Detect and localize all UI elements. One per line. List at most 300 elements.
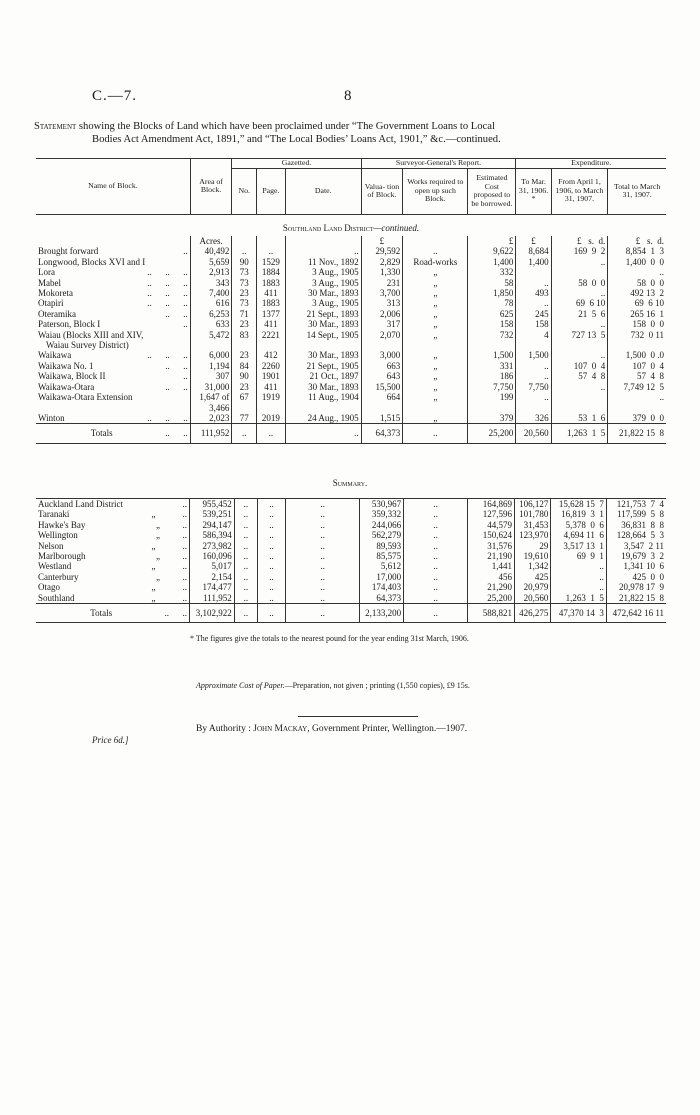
empty-works: ..	[404, 551, 468, 561]
from-april-cell: 47,370 14 3	[551, 604, 606, 623]
row-name	[36, 604, 189, 623]
to-mar-cell	[516, 267, 551, 277]
area-cell	[190, 257, 232, 267]
leader-dots: „ ..	[155, 571, 187, 582]
empty-date: ..	[285, 561, 360, 571]
total-cell: 19,679 3 2	[606, 551, 666, 561]
block-name: Wellington	[38, 530, 78, 541]
gazette-page: 1529	[256, 257, 285, 267]
empty-date: ..	[285, 520, 360, 530]
to-mar-cell: 31,453	[514, 520, 550, 530]
gazette-page: ..	[256, 424, 285, 443]
total-cell: 158 0 0	[608, 319, 666, 329]
gazette-page: 412	[256, 350, 285, 360]
row-name	[36, 551, 189, 561]
cost-note	[196, 681, 470, 690]
empty-no: ..	[234, 572, 257, 582]
leader-dots: „ ..	[151, 509, 187, 520]
area-cell	[190, 319, 232, 329]
leader-dots: .. ..	[165, 308, 188, 319]
valuation-cell: 174,403	[360, 582, 404, 592]
table-row	[36, 278, 666, 288]
leader-dots: .. .. ..	[147, 288, 188, 299]
total-cell: 472,642 16 11	[606, 604, 666, 623]
area-cell	[190, 413, 232, 424]
row-name	[36, 246, 190, 256]
block-name: Mabel	[38, 277, 61, 288]
gazette-page: ..	[256, 246, 285, 256]
estimated-cell: 379	[468, 413, 516, 424]
title-line-2: Bodies Act Amendment Act, 1891,” and “The Local Bodies’ Loans Act, 1901,” &c.—continued.	[92, 134, 501, 145]
row-name	[36, 330, 190, 351]
estimated-cell: 456	[468, 572, 515, 582]
gazette-no: 73	[232, 298, 257, 308]
area-value: 2,023	[209, 412, 230, 423]
from-april-cell: 21 5 6	[551, 309, 608, 319]
to-mar-cell: 101,780	[514, 509, 550, 519]
header-to-mar: To Mar. 31, 1906. *	[516, 168, 551, 214]
to-mar-cell: 493	[516, 288, 551, 298]
from-april-cell: ..	[551, 561, 606, 571]
area-cell: 174,477	[189, 582, 234, 592]
works-cell: „	[403, 278, 468, 288]
block-name: Totals	[90, 608, 113, 619]
block-name: Hawke's Bay	[38, 519, 86, 530]
estimated-cell: 625	[468, 309, 516, 319]
table-row	[36, 257, 666, 267]
from-april-cell: ..	[551, 350, 608, 360]
block-name: Longwood, Blocks XVI and I	[38, 256, 146, 267]
area-cell	[190, 382, 232, 392]
to-mar-cell: ..	[516, 361, 551, 371]
gazette-date: 21 Sept., 1893	[285, 309, 361, 319]
empty-no: ..	[234, 582, 257, 592]
empty-date: ..	[285, 499, 360, 510]
empty-works: ..	[404, 499, 468, 510]
estimated-cell: 150,624	[468, 530, 515, 540]
gazette-no: 77	[232, 413, 257, 424]
to-mar-cell: ..	[516, 371, 551, 381]
gazette-date: 30 Mar., 1893	[285, 350, 361, 360]
works-cell: „	[403, 361, 468, 371]
empty-page: ..	[258, 530, 286, 540]
empty-page: ..	[258, 561, 286, 571]
block-name: Mokoreta	[38, 288, 73, 299]
table-row	[36, 382, 666, 392]
area-cell	[190, 330, 232, 351]
gazette-date: 11 Nov., 1892	[285, 257, 361, 267]
valuation-cell: 2,133,200	[360, 604, 404, 623]
area-value: 1,194	[209, 360, 230, 371]
footnote: * The figures give the totals to the nearest pound for the year ending 31st March, 1906.	[190, 634, 469, 643]
total-cell: 3,547 2 11	[606, 541, 666, 551]
valuation-cell: 2,829	[361, 257, 403, 267]
block-name: Lora	[38, 267, 55, 278]
area-value: 1,647 of	[199, 392, 230, 403]
from-april-cell: 1,263 1 5	[551, 593, 606, 604]
to-mar-cell: ..	[516, 278, 551, 288]
works-cell: „	[403, 267, 468, 277]
area-cell: 273,982	[189, 541, 234, 551]
empty-no: ..	[234, 593, 257, 604]
empty-no: ..	[234, 541, 257, 551]
area-cell	[190, 246, 232, 256]
block-name: Marlborough	[38, 551, 86, 562]
printer-name: John Mackay	[253, 724, 308, 734]
gazette-date: 3 Aug., 1905	[285, 278, 361, 288]
block-name: Paterson, Block I	[38, 319, 101, 330]
from-april-cell: ..	[551, 257, 608, 267]
gazette-date: 21 Oct., 1897	[285, 371, 361, 381]
summary-row	[36, 561, 666, 571]
leader-dots: „ ..	[151, 540, 187, 551]
total-cell: 21,822 15 8	[606, 593, 666, 604]
works-cell: ..	[403, 246, 468, 256]
gazette-no: 23	[232, 382, 257, 392]
area-value: 633	[215, 319, 230, 330]
to-mar-cell: 8,684	[516, 246, 551, 256]
empty-no: ..	[234, 520, 257, 530]
valuation-cell: 663	[361, 361, 403, 371]
works-cell: „	[403, 350, 468, 360]
unit-to-mar: £	[516, 236, 551, 246]
empty-works: ..	[404, 509, 468, 519]
header-gazetted: Gazetted.	[232, 159, 361, 169]
from-april-cell	[551, 392, 608, 413]
works-cell: „	[403, 382, 468, 392]
header-expenditure: Expenditure.	[516, 159, 666, 169]
header-estimated: Estimated Cost proposed to be borrowed.	[468, 168, 516, 214]
total-cell: 492 13 2	[608, 288, 666, 298]
estimated-cell: 158	[468, 319, 516, 329]
from-april-cell: 107 0 4	[551, 361, 608, 371]
blocks-table	[36, 158, 666, 444]
works-cell: „	[403, 413, 468, 424]
empty-page: ..	[258, 551, 286, 561]
valuation-cell: 85,575	[360, 551, 404, 561]
empty-works: ..	[404, 572, 468, 582]
gazette-no: 83	[232, 330, 257, 351]
from-april-cell: 53 1 6	[551, 413, 608, 424]
statement-title	[34, 120, 674, 146]
area-cell	[190, 288, 232, 298]
valuation-cell: 231	[361, 278, 403, 288]
row-name	[36, 392, 190, 413]
to-mar-cell: 19,610	[514, 551, 550, 561]
section-suffix: —continued.	[373, 222, 420, 233]
summary-row	[36, 593, 666, 604]
area-value: 6,000	[209, 350, 230, 361]
leader-dots: .. ..	[164, 608, 187, 619]
works-cell: „	[403, 319, 468, 329]
area-cell	[190, 392, 232, 413]
leader-dots: .. .. ..	[147, 350, 188, 361]
block-name: Brought forward	[38, 246, 99, 257]
total-cell: 1,500 0 .0	[608, 350, 666, 360]
area-cell	[190, 309, 232, 319]
estimated-cell: 78	[468, 298, 516, 308]
summary-totals-row	[36, 604, 666, 623]
estimated-cell: 1,500	[468, 350, 516, 360]
valuation-cell: 562,279	[360, 530, 404, 540]
row-name	[36, 530, 189, 540]
works-cell: „	[403, 309, 468, 319]
leader-dots: ..	[183, 246, 188, 257]
empty-works: ..	[404, 604, 468, 623]
area-cell	[190, 361, 232, 371]
from-april-cell: 4,694 11 6	[551, 530, 606, 540]
area-value: 7,400	[209, 288, 230, 299]
row-name	[36, 413, 190, 424]
row-name	[36, 319, 190, 329]
leader-dots: „ ..	[151, 592, 187, 603]
estimated-cell: 332	[468, 267, 516, 277]
area-cell	[190, 424, 232, 443]
area-cell: 539,251	[189, 509, 234, 519]
empty-date: ..	[285, 604, 360, 623]
table-row	[36, 298, 666, 308]
valuation-cell: 1,515	[361, 413, 403, 424]
to-mar-cell: 106,127	[514, 499, 550, 510]
leader-dots: .. .. ..	[147, 277, 188, 288]
area-cell	[190, 350, 232, 360]
empty-no: ..	[234, 499, 257, 510]
works-cell: ..	[403, 424, 468, 443]
document-code: C.—7.	[92, 88, 138, 104]
empty-page: ..	[258, 520, 286, 530]
from-april-cell: 169 9 2	[551, 246, 608, 256]
empty-no: ..	[234, 530, 257, 540]
empty-no: ..	[234, 604, 257, 623]
row-name	[36, 520, 189, 530]
leader-dots: „ ..	[151, 582, 187, 593]
empty-works: ..	[404, 582, 468, 592]
area-cell: 160,096	[189, 551, 234, 561]
gazette-date: ..	[285, 424, 361, 443]
header-name: Name of Block.	[36, 159, 190, 215]
total-cell: 425 0 0	[606, 572, 666, 582]
gazette-no: 73	[232, 278, 257, 288]
area-value-total: 3,466	[209, 402, 230, 413]
from-april-cell	[551, 267, 608, 277]
leader-dots: „ ..	[155, 519, 187, 530]
gazette-page: 1884	[256, 267, 285, 277]
estimated-cell: 31,576	[468, 541, 515, 551]
block-name: Nelson	[38, 540, 64, 551]
block-name: Waikawa-Otara Extension	[38, 392, 133, 403]
valuation-cell: 29,592	[361, 246, 403, 256]
leader-dots: ..	[183, 319, 188, 330]
units-row	[36, 236, 666, 246]
block-name: Waikawa No. 1	[38, 360, 94, 371]
total-cell: 7,749 12 5	[608, 382, 666, 392]
area-cell: 955,452	[189, 499, 234, 510]
table-row	[36, 319, 666, 329]
row-name	[36, 361, 190, 371]
empty-works: ..	[404, 593, 468, 604]
estimated-cell: 1,850	[468, 288, 516, 298]
estimated-cell: 186	[468, 371, 516, 381]
summary-row	[36, 530, 666, 540]
area-cell: 5,017	[189, 561, 234, 571]
from-april-cell: 58 0 0	[551, 278, 608, 288]
valuation-cell: 317	[361, 319, 403, 329]
gazette-no: ..	[232, 246, 257, 256]
gazette-date: 14 Sept., 1905	[285, 330, 361, 351]
header-no: No.	[232, 168, 257, 214]
area-value: 307	[215, 371, 230, 382]
estimated-cell: 21,190	[468, 551, 515, 561]
gazette-page: 1883	[256, 298, 285, 308]
block-name: Waiau (Blocks XIII and XIV,	[38, 329, 144, 340]
table-row	[36, 288, 666, 298]
area-cell: 3,102,922	[189, 604, 234, 623]
works-cell: „	[403, 288, 468, 298]
valuation-cell: 15,500	[361, 382, 403, 392]
row-name	[36, 424, 190, 443]
valuation-cell: 5,612	[360, 561, 404, 571]
gazette-no: 67	[232, 392, 257, 413]
authority-prefix: By Authority :	[196, 724, 254, 734]
empty-date: ..	[285, 530, 360, 540]
unit-estimated: £	[468, 236, 516, 246]
row-name	[36, 509, 189, 519]
table-row	[36, 267, 666, 277]
total-cell: 1,400 0 0	[608, 257, 666, 267]
area-value: 2,913	[209, 267, 230, 278]
estimated-cell: 588,821	[468, 604, 515, 623]
gazette-page: 2221	[256, 330, 285, 351]
gazette-date: 30 Mar., 1893	[285, 319, 361, 329]
from-april-cell: 69 6 10	[551, 298, 608, 308]
from-april-cell: 57 4 8	[551, 371, 608, 381]
valuation-cell: 530,967	[360, 499, 404, 510]
to-mar-cell: ..	[516, 298, 551, 308]
gazette-page: 411	[256, 319, 285, 329]
leader-dots: .. ..	[165, 381, 188, 392]
row-name	[36, 572, 189, 582]
total-cell: 379 0 0	[608, 413, 666, 424]
area-cell: 2,154	[189, 572, 234, 582]
from-april-cell: 5,378 0 6	[551, 520, 606, 530]
block-name: Otago	[38, 582, 60, 593]
gazette-no: ..	[232, 424, 257, 443]
to-mar-cell: ..	[516, 392, 551, 413]
works-cell: „	[403, 371, 468, 381]
section-heading	[36, 214, 666, 236]
area-cell	[190, 298, 232, 308]
row-name	[36, 541, 189, 551]
leader-dots: „ ..	[151, 561, 187, 572]
summary-title: Summary.	[332, 478, 368, 488]
total-cell: 21,822 15 8	[608, 424, 666, 443]
area-value: 40,492	[204, 246, 230, 257]
table-row	[36, 246, 666, 256]
estimated-cell: 25,200	[468, 593, 515, 604]
cost-label: Approximate Cost of Paper.	[196, 681, 285, 690]
empty-date: ..	[285, 551, 360, 561]
area-cell	[190, 371, 232, 381]
block-name: Winton	[38, 412, 65, 423]
unit-valuation: £	[361, 236, 403, 246]
gazette-no: 23	[232, 350, 257, 360]
area-cell: 586,394	[189, 530, 234, 540]
page-number: 8	[344, 88, 352, 104]
total-cell: 57 4 8	[608, 371, 666, 381]
estimated-cell: 7,750	[468, 382, 516, 392]
section-name: Southland Land District	[282, 222, 374, 233]
estimated-cell: 732	[468, 330, 516, 351]
row-name	[36, 350, 190, 360]
area-value: 111,952	[200, 428, 230, 439]
total-cell: 1,341 10 6	[606, 561, 666, 571]
block-name: Otapiri	[38, 298, 64, 309]
empty-works: ..	[404, 541, 468, 551]
summary-row	[36, 541, 666, 551]
total-cell: 20,978 17 9	[606, 582, 666, 592]
gazette-page: 1377	[256, 309, 285, 319]
works-cell: „	[403, 392, 468, 413]
table-row	[36, 350, 666, 360]
area-value: 343	[215, 277, 230, 288]
total-cell: 36,831 8 8	[606, 520, 666, 530]
from-april-cell: 727 13 5	[551, 330, 608, 351]
valuation-cell: 64,373	[360, 593, 404, 604]
empty-works: ..	[404, 530, 468, 540]
block-name: Waikawa	[38, 350, 72, 361]
estimated-cell: 1,441	[468, 561, 515, 571]
leader-dots: .. .. ..	[147, 267, 188, 278]
empty-page: ..	[258, 593, 286, 604]
header-total: Total to March 31, 1907.	[608, 168, 666, 214]
table-row	[36, 330, 666, 351]
header-date: Date.	[285, 168, 361, 214]
valuation-cell: 359,332	[360, 509, 404, 519]
row-name	[36, 267, 190, 277]
gazette-no: 90	[232, 371, 257, 381]
table-row	[36, 371, 666, 381]
block-name: Auckland Land District	[38, 499, 123, 509]
estimated-cell: 1,400	[468, 257, 516, 267]
gazette-date: 3 Aug., 1905	[285, 298, 361, 308]
valuation-cell: 643	[361, 371, 403, 381]
area-value: 616	[215, 298, 230, 309]
authority-suffix: , Government Printer, Wellington.—1907.	[307, 724, 468, 734]
unit-area: Acres.	[190, 236, 232, 246]
row-name	[36, 499, 189, 510]
total-cell: 265 16 1	[608, 309, 666, 319]
empty-page: ..	[258, 582, 286, 592]
area-value: 5,472	[209, 329, 230, 340]
row-name	[36, 309, 190, 319]
summary-row	[36, 582, 666, 592]
table-row	[36, 309, 666, 319]
gazette-page: 2019	[256, 413, 285, 424]
valuation-cell: 3,700	[361, 288, 403, 298]
leader-dots: ..	[182, 499, 187, 509]
authority-line	[196, 724, 467, 734]
area-value: 5,659	[209, 256, 230, 267]
from-april-cell: ..	[551, 572, 606, 582]
row-name	[36, 298, 190, 308]
block-name: Taranaki	[38, 509, 70, 520]
total-cell: 69 6 10	[608, 298, 666, 308]
block-name: Oteramika	[38, 308, 76, 319]
to-mar-cell: 123,970	[514, 530, 550, 540]
estimated-cell: 164,869	[468, 499, 515, 510]
to-mar-cell: 1,400	[516, 257, 551, 267]
from-april-cell: 16,819 3 1	[551, 509, 606, 519]
